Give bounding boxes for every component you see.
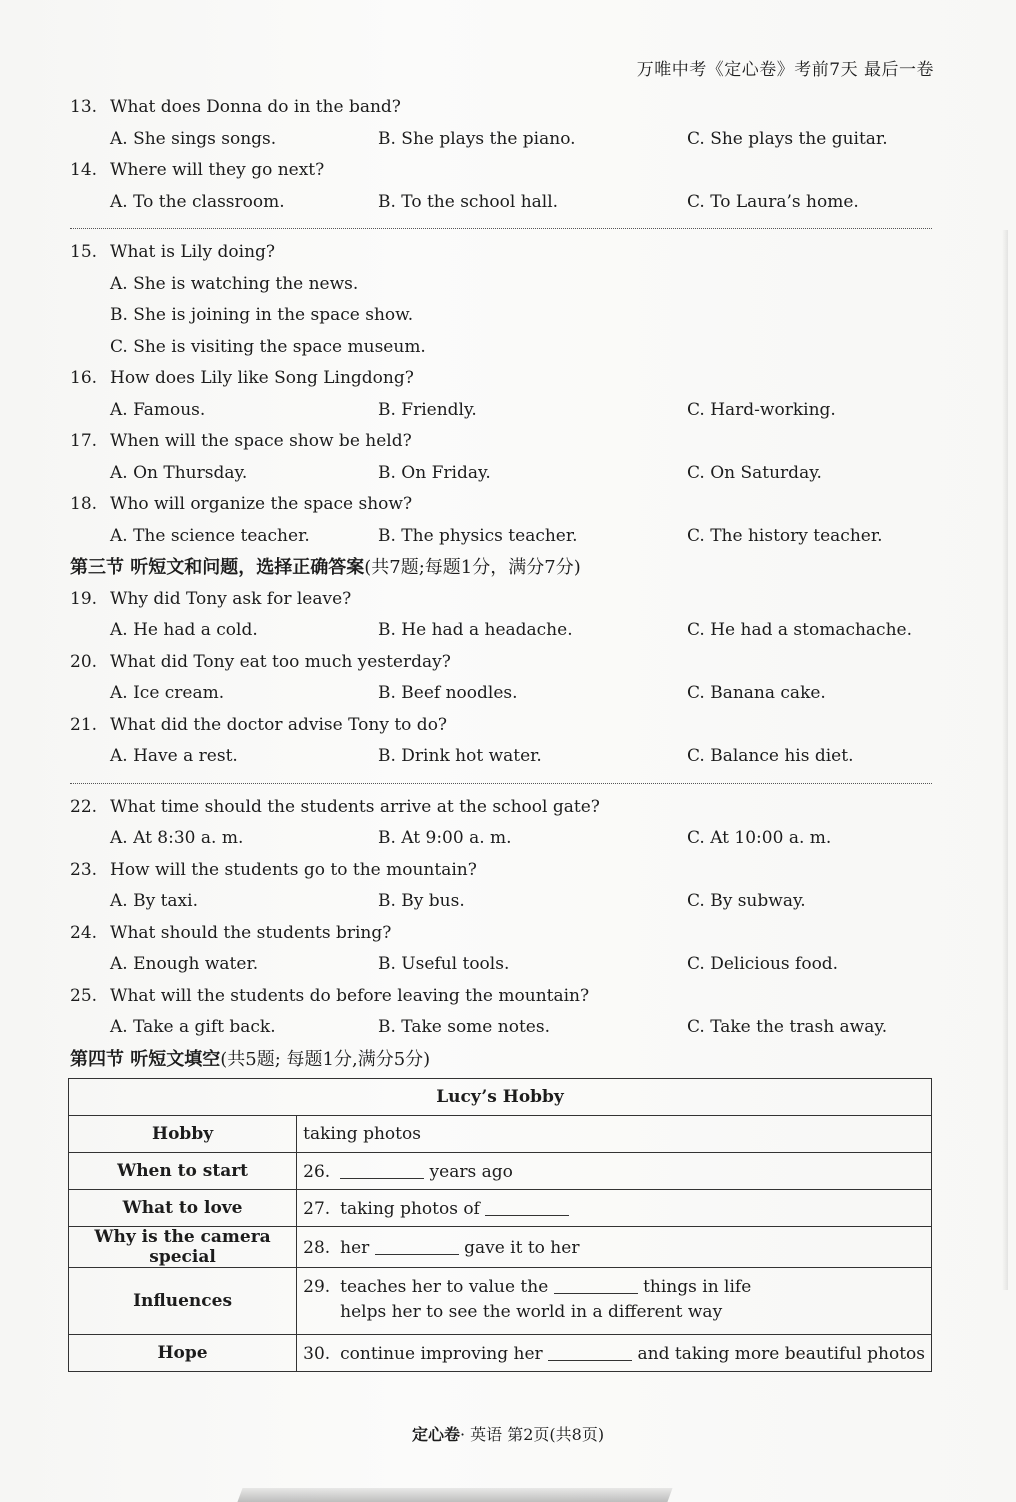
option-c: C. On Saturday. xyxy=(687,462,822,483)
options-17 xyxy=(70,458,932,490)
page-footer xyxy=(0,1422,1016,1445)
option-b: B. By bus. xyxy=(378,891,465,911)
footer-page-info: · 英语 第2页(共8页) xyxy=(459,1425,605,1444)
table-row xyxy=(69,1190,932,1227)
question-25: 25. What will the students do before leaving the mountain? xyxy=(70,985,590,1006)
option-c: C. To Laura’s home. xyxy=(687,191,859,212)
question-20: 20. What did Tony eat too much yesterday? xyxy=(70,651,451,672)
options-22 xyxy=(70,823,932,855)
option-c: C. The history teacher. xyxy=(687,525,883,546)
row-label: When to start xyxy=(69,1153,297,1190)
options-18 xyxy=(70,521,932,553)
option-a: A. Have a rest. xyxy=(110,746,238,766)
option-a: A. By taxi. xyxy=(110,891,198,911)
table-row xyxy=(69,1335,932,1372)
question-15: 15. What is Lily doing? xyxy=(70,242,276,262)
option-b: B. She is joining in the space show. xyxy=(110,305,414,325)
answer-blank-30[interactable] xyxy=(548,1342,632,1361)
options-20 xyxy=(70,678,932,710)
row-label: What to love xyxy=(69,1190,297,1227)
question-22: 22. What time should the students arrive at the school gate? xyxy=(70,796,600,817)
row-label: Hope xyxy=(69,1335,297,1372)
row-label: Why is the camera special xyxy=(69,1227,297,1268)
footer-brand: 定心卷 xyxy=(411,1425,460,1444)
option-a: A. Famous. xyxy=(110,399,206,420)
options-16 xyxy=(70,395,932,427)
question-14: 14. Where will they go next? xyxy=(70,160,325,180)
row-content: 29. teaches her to value the things in life helps her to see the world in a different way xyxy=(297,1268,932,1335)
row-content: 28. her gave it to her xyxy=(297,1227,932,1268)
option-a: A. On Thursday. xyxy=(110,462,248,483)
option-c: C. She is visiting the space museum. xyxy=(110,336,426,357)
row-label: Hobby xyxy=(69,1116,297,1153)
row-content: 26. years ago xyxy=(297,1153,932,1190)
option-b: B. He had a headache. xyxy=(378,620,573,640)
option-c: C. Take the trash away. xyxy=(687,1017,888,1037)
row-content: 30. continue improving her and taking more beautiful photos xyxy=(297,1335,932,1372)
question-19: 19. Why did Tony ask for leave? xyxy=(70,588,352,609)
row-label: Influences xyxy=(69,1268,297,1335)
option-b: B. Take some notes. xyxy=(378,1017,550,1037)
option-b: B. On Friday. xyxy=(378,462,491,483)
question-16: 16. How does Lily like Song Lingdong? xyxy=(70,368,414,388)
option-a: A. At 8:30 a. m. xyxy=(110,828,244,848)
option-b: B. At 9:00 a. m. xyxy=(378,828,512,848)
option-c: C. Balance his diet. xyxy=(687,746,854,766)
table-row xyxy=(69,1153,932,1190)
table-title-row xyxy=(69,1079,932,1116)
answer-blank-28[interactable] xyxy=(375,1236,459,1255)
questions-area xyxy=(70,92,932,1075)
dotted-divider xyxy=(70,783,932,784)
answer-blank-27[interactable] xyxy=(485,1197,569,1216)
dotted-divider xyxy=(70,228,932,229)
option-a: A. He had a cold. xyxy=(110,620,258,640)
option-b: B. Drink hot water. xyxy=(378,746,542,766)
options-24 xyxy=(70,949,932,981)
options-19 xyxy=(70,615,932,647)
option-c: C. He had a stomachache. xyxy=(687,620,912,640)
option-c: C. Banana cake. xyxy=(687,683,826,703)
options-14 xyxy=(70,187,932,219)
option-b: B. She plays the piano. xyxy=(378,128,576,149)
question-18: 18. Who will organize the space show? xyxy=(70,494,413,514)
option-b: B. Useful tools. xyxy=(378,954,510,974)
options-25 xyxy=(70,1012,932,1044)
option-a: A. She is watching the news. xyxy=(110,273,359,294)
option-a: A. She sings songs. xyxy=(110,128,277,149)
option-a: A. Enough water. xyxy=(110,954,259,974)
option-b: B. The physics teacher. xyxy=(378,525,578,546)
table-row xyxy=(69,1116,932,1153)
option-a: A. The science teacher. xyxy=(110,525,310,546)
row-content: taking photos xyxy=(297,1116,932,1153)
option-c: C. Hard-working. xyxy=(687,399,836,420)
answer-blank-29[interactable] xyxy=(554,1275,638,1294)
page-edge-shadow xyxy=(1002,230,1008,1290)
row-content: 27. taking photos of xyxy=(297,1190,932,1227)
question-23: 23. How will the students go to the mountain? xyxy=(70,859,477,880)
question-13: 13. What does Donna do in the band? xyxy=(70,97,401,117)
page-header: 万唯中考《定心卷》考前7天 最后一卷 xyxy=(636,60,934,80)
option-a: A. Ice cream. xyxy=(110,683,225,703)
table-title: Lucy’s Hobby xyxy=(69,1079,932,1116)
option-b: B. To the school hall. xyxy=(378,191,559,212)
options-23 xyxy=(70,886,932,918)
table-row xyxy=(69,1227,932,1268)
option-b: B. Beef noodles. xyxy=(378,683,518,703)
option-c: C. She plays the guitar. xyxy=(687,128,888,149)
options-13 xyxy=(70,124,932,156)
option-a: A. Take a gift back. xyxy=(110,1017,276,1037)
lucys-hobby-table xyxy=(68,1078,932,1372)
option-c: C. By subway. xyxy=(687,891,806,911)
table-row xyxy=(69,1268,932,1335)
question-21: 21. What did the doctor advise Tony to do? xyxy=(70,714,448,735)
option-c: C. At 10:00 a. m. xyxy=(687,828,832,848)
option-c: C. Delicious food. xyxy=(687,954,839,974)
options-21 xyxy=(70,741,932,773)
question-24: 24. What should the students bring? xyxy=(70,922,392,943)
section-3-title: 第三节 听短文和问题，选择正确答案(共7题;每题1分，满分7分) xyxy=(70,557,581,578)
option-b: B. Friendly. xyxy=(378,399,477,420)
answer-blank-26[interactable] xyxy=(340,1160,424,1179)
page-bottom-shadow xyxy=(237,1488,672,1502)
option-a: A. To the classroom. xyxy=(110,191,285,212)
section-4-title: 第四节 听短文填空(共5题; 每题1分,满分5分) xyxy=(70,1048,431,1070)
question-17: 17. When will the space show be held? xyxy=(70,431,412,451)
